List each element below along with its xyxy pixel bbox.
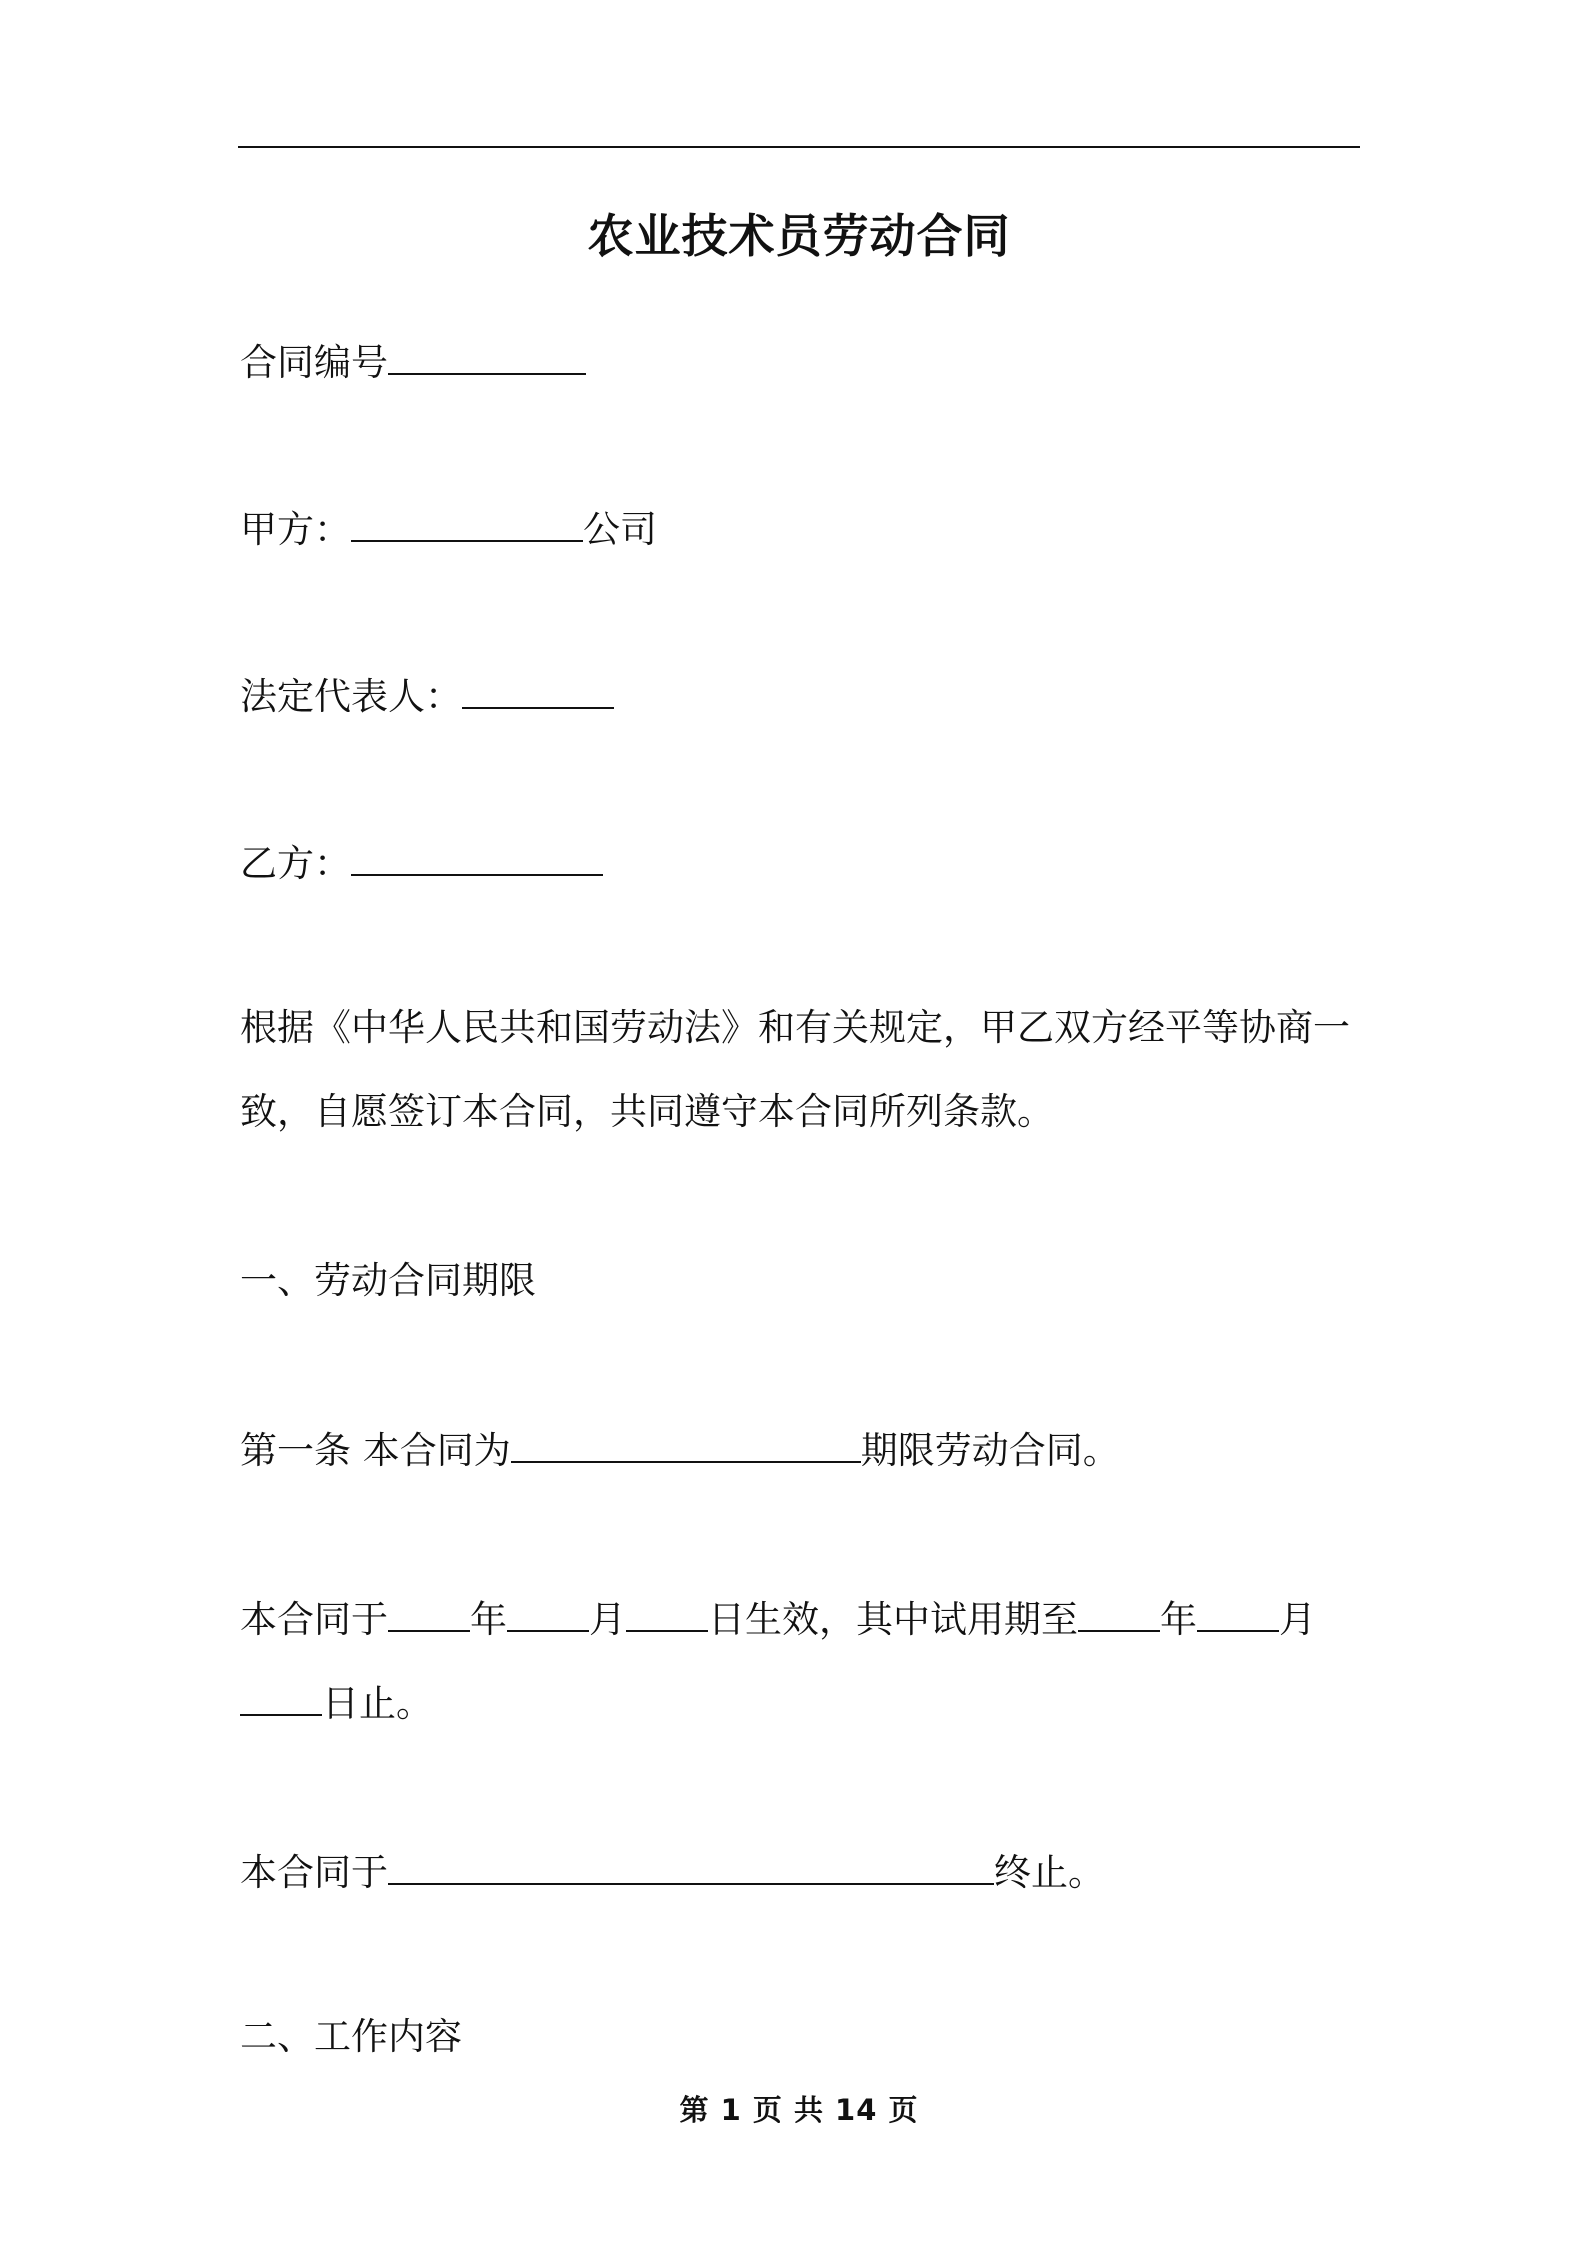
party-a-suffix: 公司 xyxy=(583,508,657,551)
contract-number-line xyxy=(240,335,586,388)
document-title: 农业技术员劳动合同 xyxy=(587,209,1011,263)
contract-number-label: 合同编号 xyxy=(240,341,388,384)
termination-line xyxy=(240,1845,1105,1898)
start-year-blank xyxy=(388,1592,470,1632)
article-1-blank xyxy=(511,1423,861,1463)
party-b-line xyxy=(240,836,603,889)
party-a-label: 甲方： xyxy=(240,508,351,551)
party-a-blank xyxy=(351,502,583,542)
article-1-suffix: 期限劳动合同。 xyxy=(860,1429,1120,1472)
probation-year-blank xyxy=(1078,1592,1160,1632)
probation-month-blank xyxy=(1197,1592,1279,1632)
intro-line-2: 致，自愿签订本合同，共同遵守本合同所列条款。 xyxy=(240,1090,1054,1133)
effective-mid: 日生效，其中试用期至 xyxy=(708,1598,1078,1641)
legal-rep-label: 法定代表人： xyxy=(240,675,462,718)
termination-suffix: 终止。 xyxy=(994,1851,1105,1894)
section-1-heading: 一、劳动合同期限 xyxy=(240,1259,536,1302)
article-1-prefix: 第一条 本合同为 xyxy=(240,1429,511,1472)
termination-blank xyxy=(388,1845,994,1885)
article-1-line xyxy=(240,1423,1120,1476)
effective-end: 日止。 xyxy=(322,1682,433,1725)
effective-date-line-2 xyxy=(240,1676,433,1729)
section-2-heading: 二、工作内容 xyxy=(240,2015,462,2058)
party-b-label: 乙方： xyxy=(240,842,351,885)
party-a-line xyxy=(240,502,657,555)
month-label: 月 xyxy=(589,1598,626,1641)
year-label: 年 xyxy=(1160,1598,1197,1641)
party-b-blank xyxy=(351,836,603,876)
header-rule xyxy=(238,146,1360,148)
contract-number-blank xyxy=(388,335,586,375)
start-month-blank xyxy=(507,1592,589,1632)
start-day-blank xyxy=(626,1592,708,1632)
termination-prefix: 本合同于 xyxy=(240,1851,388,1894)
probation-day-blank xyxy=(240,1676,322,1716)
page-number-footer: 第 1 页 共 14 页 xyxy=(679,2093,919,2127)
legal-rep-blank xyxy=(462,669,614,709)
effective-date-line xyxy=(240,1592,1316,1645)
legal-rep-line xyxy=(240,669,614,722)
month-label: 月 xyxy=(1279,1598,1316,1641)
year-label: 年 xyxy=(470,1598,507,1641)
effective-prefix: 本合同于 xyxy=(240,1598,388,1641)
intro-line-1: 根据《中华人民共和国劳动法》和有关规定，甲乙双方经平等协商一 xyxy=(240,1006,1350,1049)
